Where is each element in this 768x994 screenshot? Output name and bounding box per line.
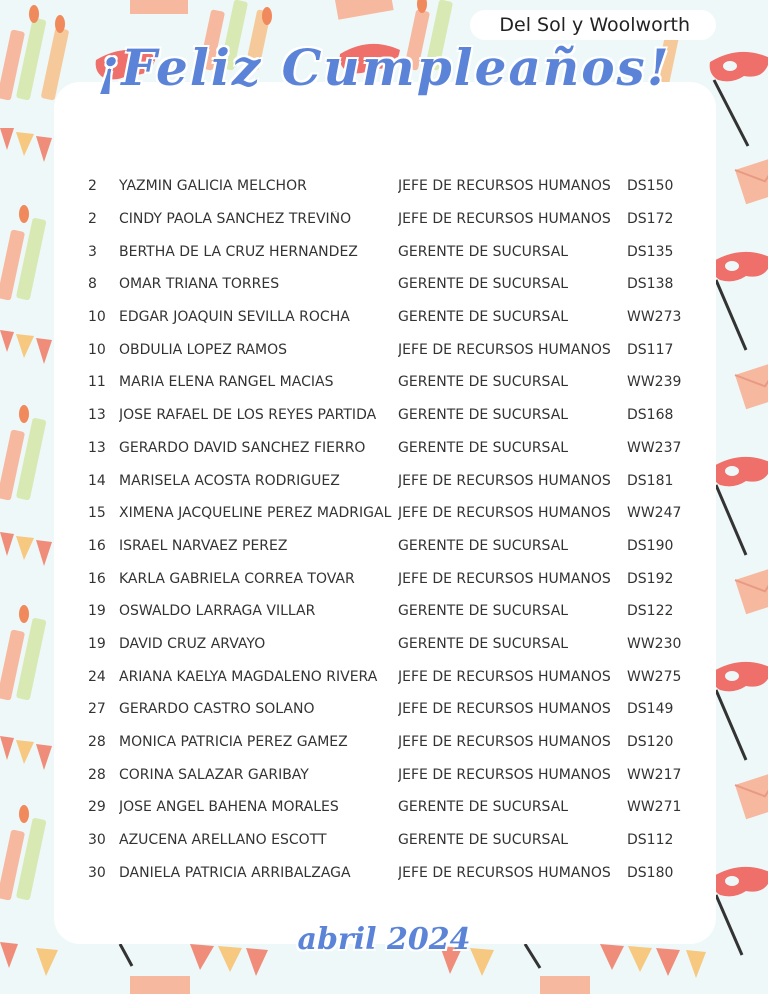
name-cell: MARIA ELENA RANGEL MACIAS xyxy=(119,374,334,391)
code-cell: DS180 xyxy=(627,864,674,881)
name-cell: CORINA SALAZAR GARIBAY xyxy=(119,766,309,783)
code-cell: DS122 xyxy=(627,603,674,620)
role-cell: GERENTE DE SUCURSAL xyxy=(398,276,569,293)
role-cell: GERENTE DE SUCURSAL xyxy=(398,537,569,554)
name-cell: JOSE ANGEL BAHENA MORALES xyxy=(119,799,339,816)
name-cell: ARIANA KAELYA MAGDALENO RIVERA xyxy=(119,668,378,685)
list-item xyxy=(88,366,688,399)
code-cell: DS138 xyxy=(627,276,674,293)
name-cell: ISRAEL NARVAEZ PEREZ xyxy=(119,537,288,554)
role-cell: GERENTE DE SUCURSAL xyxy=(398,439,569,456)
day-cell: 10 xyxy=(88,309,106,326)
list-item xyxy=(88,660,688,693)
code-cell: WW247 xyxy=(627,505,682,522)
name-cell: MARISELA ACOSTA RODRIGUEZ xyxy=(119,472,340,489)
role-cell: GERENTE DE SUCURSAL xyxy=(398,407,569,424)
list-item xyxy=(88,235,688,268)
day-cell: 28 xyxy=(88,766,106,783)
list-item xyxy=(88,268,688,301)
day-cell: 24 xyxy=(88,668,106,685)
day-cell: 19 xyxy=(88,635,106,652)
list-item xyxy=(88,791,688,824)
name-cell: OBDULIA LOPEZ RAMOS xyxy=(119,341,287,358)
day-cell: 19 xyxy=(88,603,106,620)
day-cell: 13 xyxy=(88,407,106,424)
day-cell: 16 xyxy=(88,570,106,587)
name-cell: DAVID CRUZ ARVAYO xyxy=(119,635,266,652)
day-cell: 28 xyxy=(88,734,106,751)
day-cell: 3 xyxy=(88,243,97,260)
day-cell: 29 xyxy=(88,799,106,816)
name-cell: XIMENA JACQUELINE PEREZ MADRIGAL xyxy=(119,505,392,522)
list-item xyxy=(88,562,688,595)
role-cell: JEFE DE RECURSOS HUMANOS xyxy=(398,211,611,228)
list-item xyxy=(88,693,688,726)
code-cell: WW275 xyxy=(627,668,682,685)
name-cell: GERARDO DAVID SANCHEZ FIERRO xyxy=(119,439,366,456)
name-cell: GERARDO CASTRO SOLANO xyxy=(119,701,315,718)
name-cell: DANIELA PATRICIA ARRIBALZAGA xyxy=(119,864,351,881)
code-cell: DS168 xyxy=(627,407,674,424)
role-cell: JEFE DE RECURSOS HUMANOS xyxy=(398,472,611,489)
role-cell: JEFE DE RECURSOS HUMANOS xyxy=(398,734,611,751)
name-cell: JOSE RAFAEL DE LOS REYES PARTIDA xyxy=(119,407,377,424)
day-cell: 8 xyxy=(88,276,97,293)
day-cell: 2 xyxy=(88,178,97,195)
code-cell: WW273 xyxy=(627,309,682,326)
day-cell: 13 xyxy=(88,439,106,456)
name-cell: YAZMIN GALICIA MELCHOR xyxy=(119,178,307,195)
list-item xyxy=(88,333,688,366)
role-cell: JEFE DE RECURSOS HUMANOS xyxy=(398,178,611,195)
list-item xyxy=(88,595,688,628)
brand-label: Del Sol y Woolworth xyxy=(470,10,716,40)
page-title: ¡Feliz Cumpleaños! xyxy=(97,38,671,97)
list-item xyxy=(88,530,688,563)
name-cell: EDGAR JOAQUIN SEVILLA ROCHA xyxy=(119,309,350,326)
list-item xyxy=(88,301,688,334)
role-cell: GERENTE DE SUCURSAL xyxy=(398,832,569,849)
role-cell: JEFE DE RECURSOS HUMANOS xyxy=(398,701,611,718)
day-cell: 27 xyxy=(88,701,106,718)
day-cell: 15 xyxy=(88,505,106,522)
code-cell: DS192 xyxy=(627,570,674,587)
day-cell: 11 xyxy=(88,374,106,391)
list-item xyxy=(88,628,688,661)
name-cell: OSWALDO LARRAGA VILLAR xyxy=(119,603,316,620)
role-cell: GERENTE DE SUCURSAL xyxy=(398,799,569,816)
list-item xyxy=(88,432,688,465)
role-cell: JEFE DE RECURSOS HUMANOS xyxy=(398,570,611,587)
name-cell: CINDY PAOLA SANCHEZ TREVIÑO xyxy=(119,211,352,228)
code-cell: DS181 xyxy=(627,472,674,489)
list-item xyxy=(88,824,688,857)
role-cell: GERENTE DE SUCURSAL xyxy=(398,243,569,260)
code-cell: DS190 xyxy=(627,537,674,554)
role-cell: JEFE DE RECURSOS HUMANOS xyxy=(398,505,611,522)
role-cell: GERENTE DE SUCURSAL xyxy=(398,635,569,652)
code-cell: WW271 xyxy=(627,799,682,816)
role-cell: JEFE DE RECURSOS HUMANOS xyxy=(398,341,611,358)
role-cell: JEFE DE RECURSOS HUMANOS xyxy=(398,668,611,685)
day-cell: 2 xyxy=(88,211,97,228)
name-cell: KARLA GABRIELA CORREA TOVAR xyxy=(119,570,355,587)
code-cell: DS149 xyxy=(627,701,674,718)
day-cell: 14 xyxy=(88,472,106,489)
name-cell: MONICA PATRICIA PEREZ GAMEZ xyxy=(119,734,348,751)
code-cell: DS112 xyxy=(627,832,674,849)
list-item xyxy=(88,758,688,791)
list-item xyxy=(88,170,688,203)
role-cell: JEFE DE RECURSOS HUMANOS xyxy=(398,864,611,881)
month-footer: abril 2024 xyxy=(297,922,471,957)
list-item xyxy=(88,726,688,759)
name-cell: OMAR TRIANA TORRES xyxy=(119,276,280,293)
role-cell: JEFE DE RECURSOS HUMANOS xyxy=(398,766,611,783)
code-cell: DS135 xyxy=(627,243,674,260)
list-item xyxy=(88,464,688,497)
code-cell: DS172 xyxy=(627,211,674,228)
code-cell: DS150 xyxy=(627,178,674,195)
code-cell: WW230 xyxy=(627,635,682,652)
role-cell: GERENTE DE SUCURSAL xyxy=(398,309,569,326)
day-cell: 30 xyxy=(88,832,106,849)
day-cell: 30 xyxy=(88,864,106,881)
code-cell: WW217 xyxy=(627,766,682,783)
code-cell: DS117 xyxy=(627,341,674,358)
birthday-list xyxy=(88,170,688,889)
list-item xyxy=(88,203,688,236)
list-item xyxy=(88,856,688,889)
code-cell: WW239 xyxy=(627,374,682,391)
list-item xyxy=(88,497,688,530)
day-cell: 16 xyxy=(88,537,106,554)
code-cell: WW237 xyxy=(627,439,682,456)
role-cell: GERENTE DE SUCURSAL xyxy=(398,374,569,391)
name-cell: AZUCENA ARELLANO ESCOTT xyxy=(119,832,327,849)
code-cell: DS120 xyxy=(627,734,674,751)
role-cell: GERENTE DE SUCURSAL xyxy=(398,603,569,620)
day-cell: 10 xyxy=(88,341,106,358)
name-cell: BERTHA DE LA CRUZ HERNANDEZ xyxy=(119,243,358,260)
list-item xyxy=(88,399,688,432)
